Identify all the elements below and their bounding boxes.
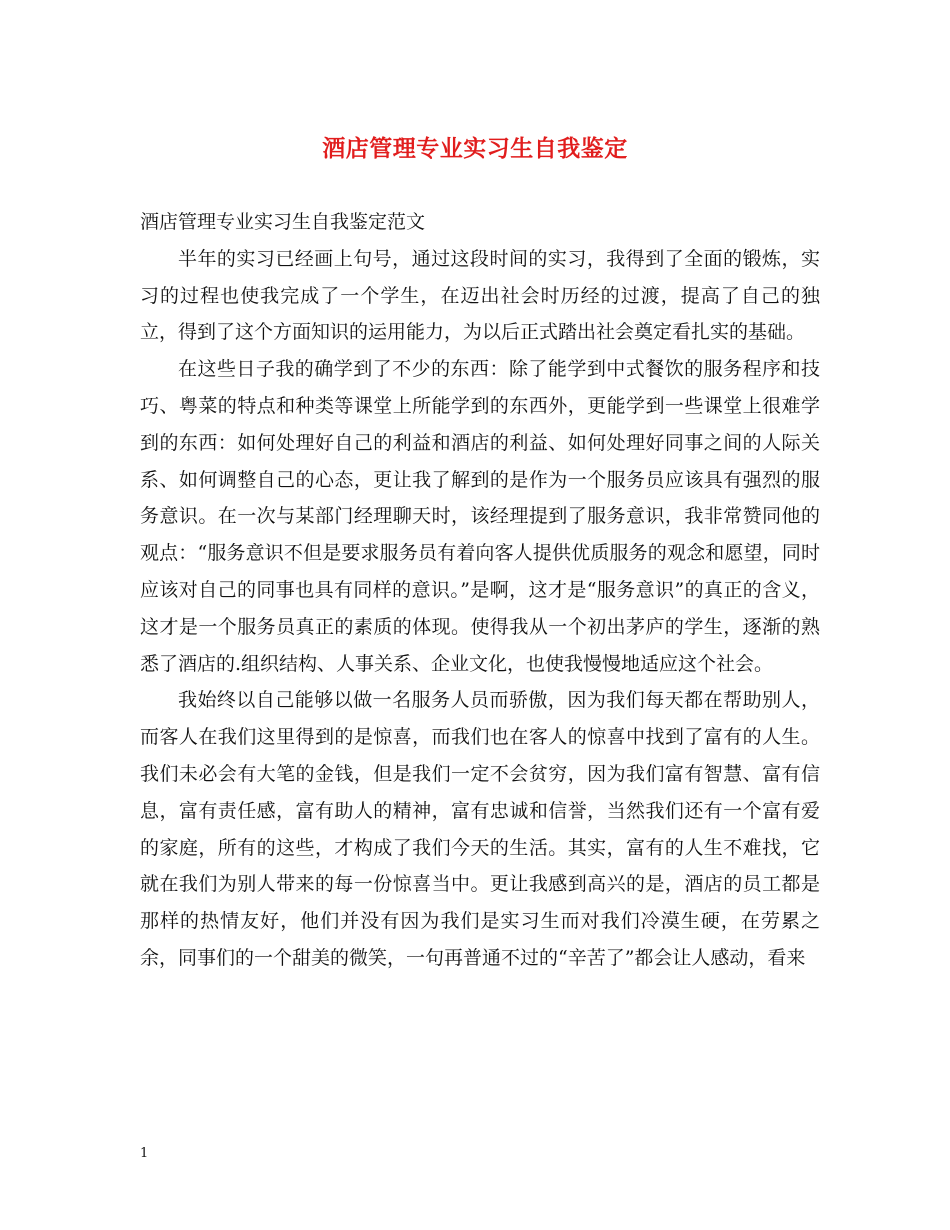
paragraph-3: 我始终以自己能够以做一名服务人员而骄傲，因为我们每天都在帮助别人，而客人在我们这里得到的是惊喜，而我们也在客人的惊喜中找到了富有的人生。我们未必会有大笔的金钱，但是我们一定不会贫穷，因为我们富有智慧、富有信息，富有责任感，富有助人的精神，富有忠诚和信誉，当然我们还有一个富有爱的家庭，所有的这些，才构成了我们今天的生活。其实，富有的人生不难找，它就在我们为别人带来的每一份惊喜当中。更让我感到高兴的是，酒店的员工都是那样的热情友好，他们并没有因为我们是实习生而对我们冷漠生硬，在劳累之余，同事们的一个甜美的微笑，一句再普通不过的“辛苦了”都会让人感动，看来 — [140, 689, 820, 969]
page-number: 1 — [140, 1146, 149, 1161]
paragraph-1: 半年的实习已经画上句号，通过这段时间的实习，我得到了全面的锻炼，实习的过程也使我完成了一个学生，在迈出社会时历经的过渡，提高了自己的独立，得到了这个方面知识的运用能力，为以后正式踏出社会奠定看扎实的基础。 — [140, 247, 820, 344]
paragraph-2: 在这些日子我的确学到了不少的东西：除了能学到中式餐饮的服务程序和技巧、粤菜的特点和种类等课堂上所能学到的东西外，更能学到一些课堂上很难学到的东西：如何处理好自己的利益和酒店的利益、如何处理好同事之间的人际关系、如何调整自己的心态，更让我了解到的是作为一个服务员应该具有强烈的服务意识。在一次与某部门经理聊天时，该经理提到了服务意识，我非常赞同他的观点：“服务意识不但是要求服务员有着向客人提供优质服务的观念和愿望，同时应该对自己的同事也具有同样的意识。”是啊，这才是“服务意识”的真正的含义，这才是一个服务员真正的素质的体现。使得我从一个初出茅庐的学生，逐渐的熟悉了酒店的.组织结构、人事关系、企业文化，也使我慢慢地适应这个社会。 — [140, 358, 820, 675]
document-body — [140, 204, 820, 977]
document-title: 酒店管理专业实习生自我鉴定 — [322, 135, 628, 162]
document-subtitle: 酒店管理专业实习生自我鉴定范文 — [140, 211, 426, 233]
